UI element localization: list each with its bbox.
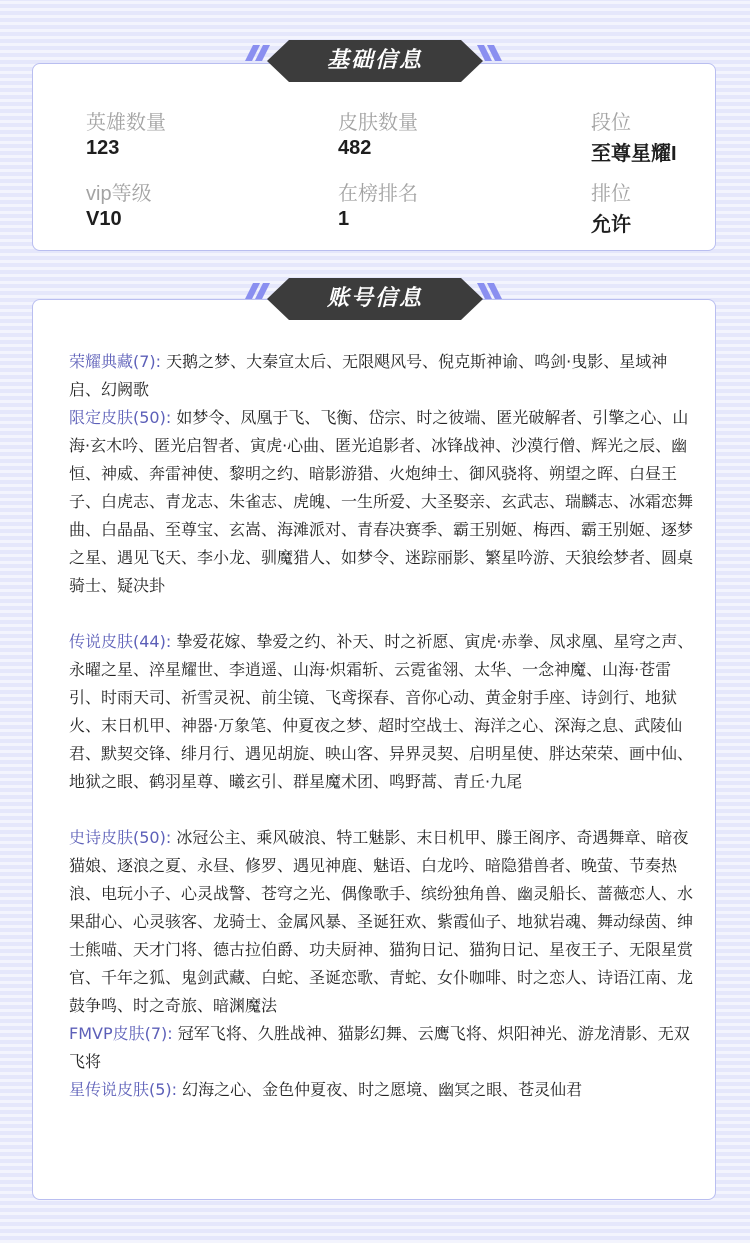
rank-tier-value: 至尊星耀I <box>591 143 677 165</box>
account-info-title-banner <box>245 275 505 323</box>
hero-count-label: 英雄数量 <box>86 112 166 134</box>
category-items: 如梦令、凤凰于飞、飞衡、岱宗、时之彼端、匿光破解者、引擎之心、山海·玄木吟、匿光启智者、寅虎·心曲、匿光追影者、冰锋战神、沙漠行僧、辉光之辰、幽恒、神威、奔雷神使、黎明之约、暗影游猎、火炮绅士、御风骁将、朔望之晖、白昼王子、白虎志、青龙志、朱雀志、虎魄、一生所爱、大圣娶亲、玄武志、瑞麟志、冰霜恋舞曲、白晶晶、至尊宝、玄嵩、海滩派对、青春决赛季、霸王别姬、梅西、霸王别姬、逐梦之星、遇见飞天、李小龙、驯魔猎人、如梦令、迷踪丽影、繁星吟游、天狼绘梦者、圆桌骑士、疑决卦 <box>69 408 694 595</box>
account-info-card <box>32 299 716 1200</box>
category-epic <box>69 824 695 1020</box>
ranked-play-label: 排位 <box>591 183 631 205</box>
vip-level-label: vip等级 <box>86 183 152 205</box>
category-label: 限定皮肤(50): <box>69 408 172 427</box>
category-legend <box>69 628 695 796</box>
account-info-title: 账号信息 <box>326 286 423 311</box>
basic-info-card <box>32 63 716 251</box>
rank-tier-label: 段位 <box>591 112 631 134</box>
basic-info-title-banner <box>245 37 505 85</box>
category-items: 冠军飞将、久胜战神、猫影幻舞、云鹰飞将、炽阳神光、游龙清影、无双飞将 <box>69 1024 690 1071</box>
leaderboard-rank-value: 1 <box>338 208 350 230</box>
category-label: 传说皮肤(44): <box>69 632 172 651</box>
basic-info-title: 基础信息 <box>326 48 423 73</box>
category-fmvp <box>69 1020 695 1076</box>
category-label: FMVP皮肤(7): <box>69 1024 173 1043</box>
category-star-legend <box>69 1076 695 1104</box>
vip-level-value: V10 <box>86 208 122 230</box>
skin-count-value: 482 <box>338 137 372 159</box>
category-items: 天鹅之梦、大秦宣太后、无限飓风号、倪克斯神谕、鸣剑·曳影、星域神启、幻阙歌 <box>69 352 668 399</box>
category-label: 史诗皮肤(50): <box>69 828 172 847</box>
category-items: 冰冠公主、乘风破浪、特工魅影、末日机甲、滕王阁序、奇遇舞章、暗夜猫娘、逐浪之夏、永昼、修罗、遇见神鹿、魅语、白龙吟、暗隐猎兽者、晚萤、节奏热浪、电玩小子、心灵战警、苍穹之光、偶像歌手、缤纷独角兽、幽灵船长、蔷薇恋人、水果甜心、心灵骇客、龙骑士、金属风暴、圣诞狂欢、紫霞仙子、地狱岩魂、舞动绿茵、绅士熊喵、天才门将、德古拉伯爵、功夫厨神、猫狗日记、猫狗日记、星夜王子、无限星赏官、千年之狐、鬼剑武藏、白蛇、圣诞恋歌、青蛇、女仆咖啡、时之恋人、诗语江南、龙鼓争鸣、时之奇旅、暗渊魔法 <box>69 828 694 1015</box>
hero-count-value: 123 <box>86 137 120 159</box>
skin-category-list <box>69 348 695 1104</box>
category-label: 星传说皮肤(5): <box>69 1080 178 1099</box>
category-items: 幻海之心、金色仲夏夜、时之愿境、幽冥之眼、苍灵仙君 <box>182 1080 583 1099</box>
category-label: 荣耀典藏(7): <box>69 352 162 371</box>
ranked-play-value: 允许 <box>591 214 631 236</box>
skin-count-label: 皮肤数量 <box>338 112 418 134</box>
category-items: 挚爱花嫁、挚爱之约、补天、时之祈愿、寅虎·赤拳、凤求凰、星穹之声、永曜之星、淬星耀世、李逍遥、山海·炽霜斩、云霓雀翎、太华、一念神魔、山海·苍雷引、时雨天司、祈雪灵祝、前尘镜、飞鸢探春、音你心动、黄金射手座、诗剑行、地狱火、末日机甲、神器·万象笔、仲夏夜之梦、超时空战士、海洋之心、深海之息、武陵仙君、默契交锋、绯月行、遇见胡旋、映山客、异界灵契、启明星使、胖达荣荣、画中仙、地狱之眼、鹤羽星尊、曦玄引、群星魔术团、鸣野蒿、青丘·九尾 <box>69 632 694 791</box>
category-limited <box>69 404 695 600</box>
leaderboard-rank-label: 在榜排名 <box>338 183 418 205</box>
category-collection <box>69 348 695 404</box>
